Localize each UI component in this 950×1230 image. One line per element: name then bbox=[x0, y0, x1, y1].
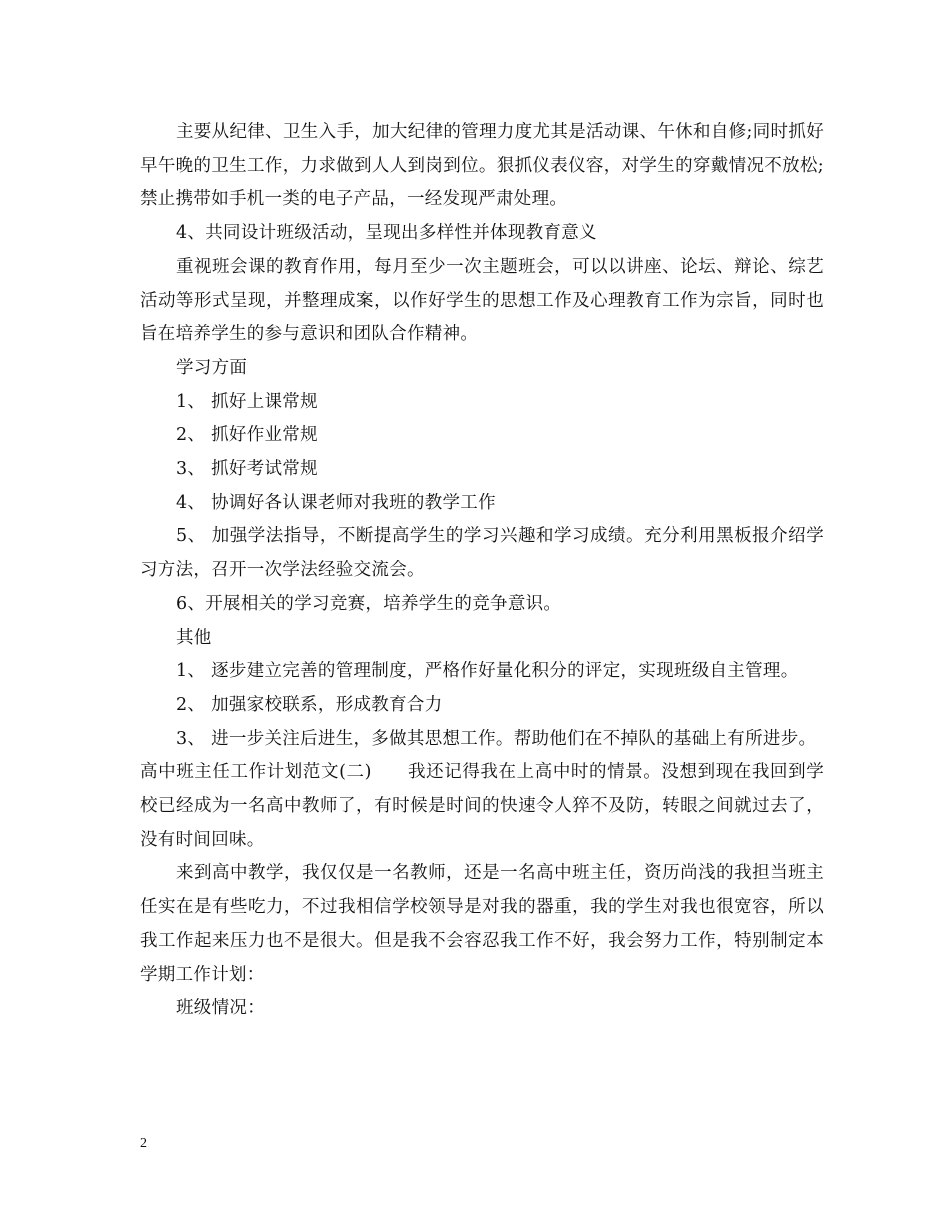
list-item-study-1: 1、 抓好上课常规 bbox=[176, 391, 318, 412]
page-number: 2 bbox=[140, 1136, 147, 1151]
list-item-study-4: 4、 协调好各认课老师对我班的教学工作 bbox=[176, 492, 496, 513]
list-item-study-6: 6、开展相关的学习竞赛，培养学生的竞争意识。 bbox=[176, 593, 562, 614]
paragraph-class-meeting: 重视班会课的教育作用，每月至少一次主题班会，可以以讲座、论坛、辩论、综艺活动等形式呈现，并整理成案，以作好学生的思想工作及心理教育工作为宗旨，同时也旨在培养学生的参与意识和团队合作精神。 bbox=[140, 256, 824, 345]
section-two-paragraph bbox=[140, 756, 824, 857]
section-two-intro: 我还记得我在上高中时的情景。没想到现在我回到学校已经成为一名高中教师了，有时候是时间的快速令人猝不及防，转眼之间就过去了，没有时间回味。 bbox=[140, 762, 824, 850]
section-two-title: 高中班主任工作计划范文(二) bbox=[140, 762, 372, 783]
list-item-study-3: 3、 抓好考试常规 bbox=[176, 459, 318, 480]
list-item-other-2: 2、 加强家校联系，形成教育合力 bbox=[176, 694, 443, 715]
paragraph-teaching-intro: 来到高中教学，我仅仅是一名教师，还是一名高中班主任，资历尚浅的我担当班主任实在是有些吃力，不过我相信学校领导是对我的器重，我的学生对我也很宽容，所以我工作起来压力也不是很大。但是我不会容忍我工作不好，我会努力工作，特别制定本学期工作计划： bbox=[140, 863, 824, 985]
heading-study: 学习方面 bbox=[176, 357, 248, 378]
document-body bbox=[140, 116, 824, 1026]
paragraph-discipline: 主要从纪律、卫生入手，加大纪律的管理力度尤其是活动课、午休和自修;同时抓好早午晚的卫生工作，力求做到人人到岗到位。狠抓仪表仪容，对学生的穿戴情况不放松;禁止携带如手机一类的电子产品，一经发现严肃处理。 bbox=[140, 122, 824, 210]
heading-other: 其他 bbox=[176, 627, 212, 648]
heading-class-activities: 4、共同设计班级活动，呈现出多样性并体现教育意义 bbox=[176, 223, 597, 244]
list-item-study-5: 5、 加强学法指导，不断提高学生的学习兴趣和学习成绩。充分利用黑板报介绍学习方法，召开一次学法经验交流会。 bbox=[140, 526, 824, 581]
list-item-other-3: 3、 进一步关注后进生，多做其思想工作。帮助他们在不掉队的基础上有所进步。 bbox=[176, 728, 817, 749]
list-item-other-1: 1、 逐步建立完善的管理制度，严格作好量化积分的评定，实现班级自主管理。 bbox=[176, 661, 799, 682]
heading-class-situation: 班级情况： bbox=[176, 998, 265, 1019]
list-item-study-2: 2、 抓好作业常规 bbox=[176, 425, 318, 446]
